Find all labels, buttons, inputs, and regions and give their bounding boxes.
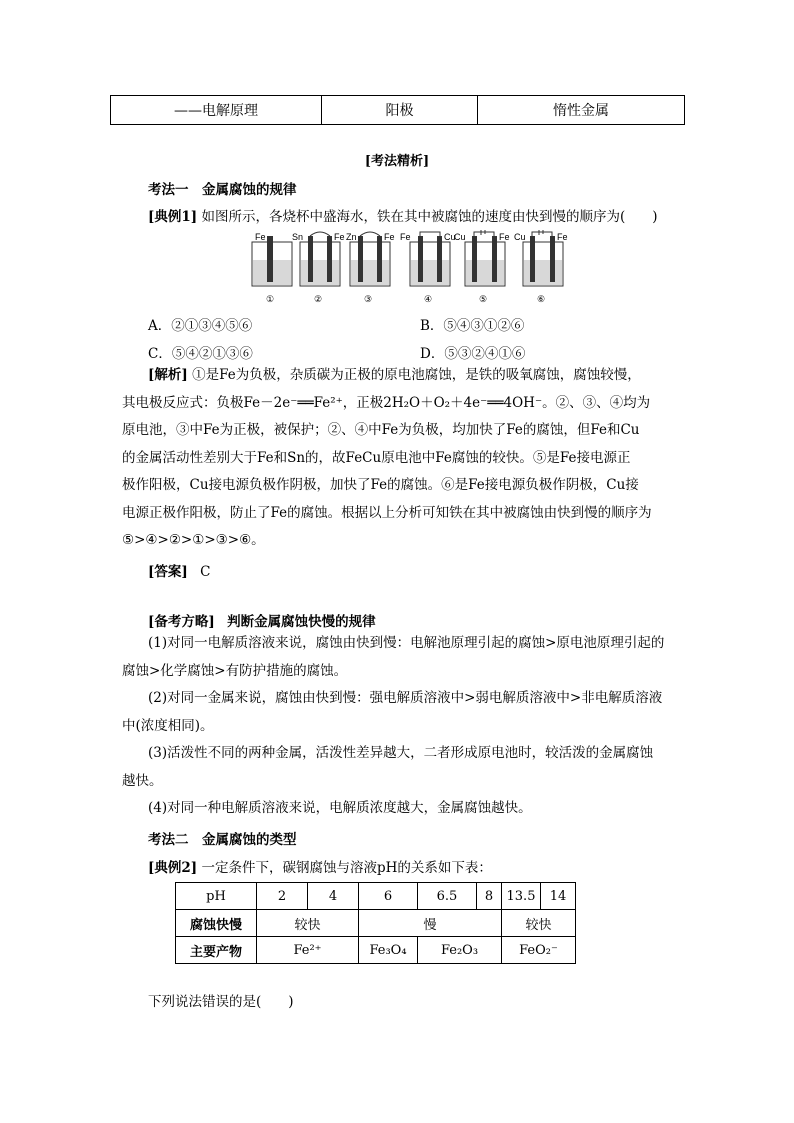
strategy-line: (2)对同一金属来说，腐蚀由快到慢：强电解质溶液中>弱电解质溶液中>非电解质溶液 [148,690,663,706]
electrode-label: Cu [454,232,466,242]
method1-title: 考法一 金属腐蚀的规律 [148,182,297,198]
beaker-figure [250,230,580,308]
strategy-label: [备考方略] [148,614,215,630]
analysis-line: [解析] ①是Fe为负极，杂质碳为正极的原电池腐蚀，是铁的吸氧腐蚀，腐蚀较慢， [148,367,641,383]
analysis-label: [解析] [148,367,188,383]
electrode-label: Fe [400,232,411,242]
table-cell: FeO₂⁻ [502,937,576,964]
figure-label: ③ [364,294,373,304]
beaker-3 [346,232,395,286]
table-cell: 较快 [257,910,359,937]
method2-title: 考法二 金属腐蚀的类型 [148,832,297,848]
figure-label: ⑥ [537,294,546,304]
strategy-heading [148,610,376,630]
table-cell: 惰性金属 [478,96,685,125]
table-cell: ——电解原理 [111,96,322,125]
strategy-line: (4)对同一种电解质溶液来说，电解质浓度越大，金属腐蚀越快。 [148,800,532,816]
example1-text: 如图所示，各烧杯中盛海水，铁在其中被腐蚀的速度由快到慢的顺序为( ) [201,209,658,225]
beaker-2 [292,232,345,286]
option-b[interactable]: B．⑤④③①②⑥ [420,318,525,334]
analysis-line: ⑤>④>②>①>③>⑥。 [122,532,265,548]
table-cell: 13.5 [502,883,541,910]
electrode-label: Fe [499,232,510,242]
table-cell: 较快 [502,910,576,937]
figure-label: ④ [424,294,433,304]
table-cell: 6.5 [418,883,477,910]
table-cell: 4 [308,883,359,910]
electrode-label: Sn [292,232,304,242]
table-row [176,910,576,937]
table-cell: 8 [477,883,502,910]
example2-text: 一定条件下，碳钢腐蚀与溶液pH的关系如下表： [201,860,492,876]
example1-label: [典例1] [148,209,198,225]
ph-table [175,882,576,964]
section-title: [考法精析] [364,154,430,169]
example2-question [148,856,492,876]
table-row [111,96,685,125]
strategy-line: (3)活泼性不同的两种金属，活泼性差异越大，二者形成原电池时，较活泼的金属腐蚀 [148,745,654,761]
beaker-6 [514,230,568,286]
electrode-label: Cu [444,232,456,242]
example2-label: [典例2] [148,860,198,876]
table-cell: 腐蚀快慢 [176,910,257,937]
electrode-label: Zn [346,232,357,242]
analysis-line: 的金属活动性差别大于Fe和Sn的，故FeCu原电池中Fe腐蚀的较快。⑤是Fe接电源正 [122,449,631,466]
analysis-line: 其电极反应式：负极Fe－2e⁻══Fe²⁺，正极2H₂O＋O₂＋4e⁻══4OH⁻。②、③、④均为 [122,394,651,411]
analysis-line: 原电池，③中Fe为正极，被保护；②、④中Fe为负极，均加快了Fe的腐蚀，但Fe和Cu [122,422,640,438]
beaker-1 [252,232,292,286]
option-c[interactable]: C．⑤④②①③⑥ [148,346,253,362]
electrode-label: Fe [384,232,395,242]
strategy-title: 判断金属腐蚀快慢的规律 [227,614,376,630]
answer-label: [答案] [148,564,188,580]
example1-question [148,205,658,225]
option-a[interactable]: A．②①③④⑤⑥ [148,318,253,334]
beaker-5 [454,230,510,286]
electrode-label: Cu [514,232,526,242]
electrode-label: Fe [334,232,345,242]
strategy-block [122,630,674,823]
answer-value: C [200,564,211,580]
table-cell: pH [176,883,257,910]
strategy-line: 中(浓度相同)。 [122,717,214,734]
top-table [110,95,685,125]
table-row [176,937,576,964]
table-cell: 阳极 [322,96,478,125]
strategy-line: 腐蚀>化学腐蚀>有防护措施的腐蚀。 [122,662,348,679]
strategy-line: (1)对同一电解质溶液来说，腐蚀由快到慢：电解池原理引起的腐蚀>原电池原理引起的 [148,635,665,651]
figure-label: ⑤ [479,294,488,304]
table-cell: 主要产物 [176,937,257,964]
figure-label: ① [266,294,275,304]
analysis-block [122,362,674,555]
figure-label: ② [314,294,323,304]
table-row [176,883,576,910]
table-cell: 6 [359,883,418,910]
option-d[interactable]: D．⑤③②④①⑥ [420,346,526,362]
table-cell: 慢 [359,910,502,937]
table-cell: Fe²⁺ [257,937,359,964]
analysis-line: 极作阳极，Cu接电源负极作阴极，加快了Fe的腐蚀。⑥是Fe接电源负极作阴极，Cu接 [122,477,639,493]
table-cell: 2 [257,883,308,910]
analysis-line: 电源正极作阳极，防止了Fe的腐蚀。根据以上分析可知铁在其中被腐蚀由快到慢的顺序为 [122,504,652,521]
example2-followup: 下列说法错误的是( ) [148,994,294,1010]
table-cell: Fe₃O₄ [359,937,418,964]
strategy-line: 越快。 [122,772,163,789]
table-cell: Fe₂O₃ [418,937,502,964]
beaker-4 [400,232,456,286]
table-cell: 14 [541,883,576,910]
electrode-label: Fe [255,232,266,242]
answer-line [148,560,210,580]
electrode-label: Fe [557,232,568,242]
